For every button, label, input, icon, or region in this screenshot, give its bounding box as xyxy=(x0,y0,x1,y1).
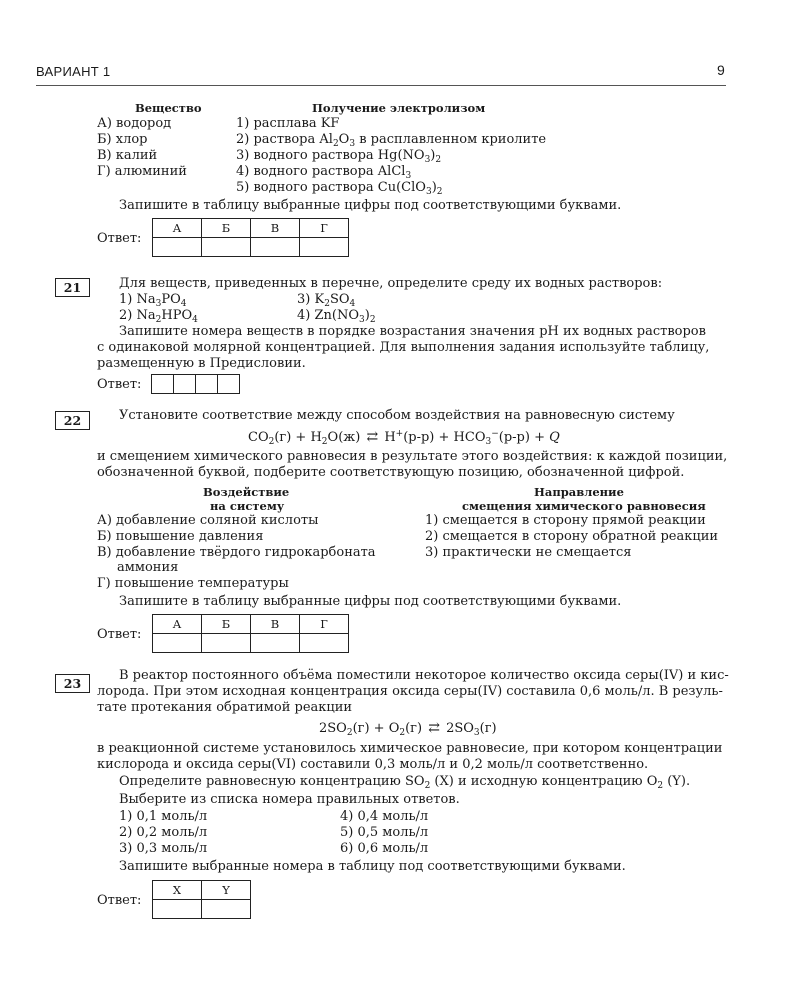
variant-title: ВАРИАНТ 1 xyxy=(36,64,111,79)
q23-equation: $2SO_2(г) + O_2(г)$ ⇄ $2SO_3(г)$ xyxy=(319,720,497,738)
q23-option-5: 5) 0,5 моль/л xyxy=(340,825,429,840)
q22-effect-a: А) добавление соляной кислоты xyxy=(97,513,319,528)
q20-answer-cell-v[interactable] xyxy=(251,238,300,257)
q20-col-substance-header: Вещество xyxy=(135,101,202,115)
q21-item-3: 3) $K_2SO_4$ xyxy=(297,292,356,309)
q22-answer-label: Ответ: xyxy=(97,627,142,642)
q20-col-v: В xyxy=(251,219,300,238)
q20-method-3: 3) водного раствора $Hg(NO_3)_2$ xyxy=(236,148,442,165)
q23-task: Определите равновесную концентрацию $SO_2$ (X) и исходную концентрацию $O_2$ (Y). xyxy=(119,774,691,791)
q22-answer-table xyxy=(152,614,349,653)
q22-effect-v-cont: аммония xyxy=(117,560,179,575)
q23-option-6: 6) 0,6 моль/л xyxy=(340,841,429,856)
q23-option-4: 4) 0,4 моль/л xyxy=(340,809,429,824)
q21-answer-cells xyxy=(151,374,240,394)
q23-col-y: Y xyxy=(202,881,251,900)
q21-instruction-line-3: размещенную в Предисловии. xyxy=(97,356,306,371)
q20-method-4: 4) водного раствора AlCl$_3$ xyxy=(236,164,412,181)
q22-col-g: Г xyxy=(300,615,349,634)
q20-substance-g: Г) алюминий xyxy=(97,164,187,179)
q20-substance-b: Б) хлор xyxy=(97,132,148,147)
question-number-22: 22 xyxy=(55,411,90,430)
q20-instruction: Запишите в таблицу выбранные цифры под соответствующими буквами. xyxy=(119,198,622,213)
q22-direction-2: 2) смещается в сторону обратной реакции xyxy=(425,529,719,544)
q20-method-1: 1) расплава KF xyxy=(236,116,340,131)
header-divider xyxy=(36,85,726,86)
q21-instruction-line-2: с одинаковой молярной концентрацией. Для выполнения задания используйте таблицу, xyxy=(97,340,710,355)
q21-item-2: 2) $Na_2HPO_4$ xyxy=(119,308,198,325)
q23-select-text: Выберите из списка номера правильных ответов. xyxy=(119,792,460,807)
q22-effect-g: Г) повышение температуры xyxy=(97,576,289,591)
q23-answer-label: Ответ: xyxy=(97,893,142,908)
q21-item-4: 4) $Zn(NO_3)_2$ xyxy=(297,308,376,325)
q23-p1-line-2: лорода. При этом исходная концентрация оксида серы(IV) составила 0,6 моль/л. В резуль- xyxy=(97,684,723,699)
q22-effect-v: В) добавление твёрдого гидрокарбоната xyxy=(97,545,376,560)
q22-text-line-2: обозначенной буквой, подберите соответствующую позицию, обозначенной цифрой. xyxy=(97,465,685,480)
q22-equation: $CO_2(г) + H_2O(ж)$ ⇄ $H^+(р-р) + HCO_3^-(р-р) + Q$ xyxy=(248,429,560,447)
q22-answer-cell-g[interactable] xyxy=(300,634,349,653)
q21-instruction-line-1: Запишите номера веществ в порядке возрастания значения pH их водных растворов xyxy=(119,324,706,339)
q22-col-direction-header-1: Направление xyxy=(534,485,624,499)
q21-item-1: 1) $Na_3PO_4$ xyxy=(119,292,187,309)
page-number: 9 xyxy=(717,62,725,78)
q21-intro: Для веществ, приведенных в перечне, определите среду их водных растворов: xyxy=(119,276,663,291)
q20-answer-label: Ответ: xyxy=(97,231,142,246)
q22-text-line-1: и смещением химического равновесия в результате этого воздействия: к каждой позиции, xyxy=(97,449,728,464)
equilibrium-arrow-icon: ⇄ xyxy=(366,429,379,445)
q20-answer-table xyxy=(152,218,349,257)
q22-direction-1: 1) смещается в сторону прямой реакции xyxy=(425,513,706,528)
q23-p2-line-2: кислорода и оксида серы(VI) составили 0,3 моль/л и 0,2 моль/л соответственно. xyxy=(97,757,649,772)
q21-answer-cell-2[interactable] xyxy=(174,375,196,394)
q20-answer-cell-b[interactable] xyxy=(202,238,251,257)
question-number-23: 23 xyxy=(55,674,90,693)
q20-col-g: Г xyxy=(300,219,349,238)
q23-p2-line-1: в реакционной системе установилось химическое равновесие, при котором концентрации xyxy=(97,741,723,756)
q20-col-method-header: Получение электролизом xyxy=(312,101,486,115)
q20-col-a: А xyxy=(153,219,202,238)
q23-answer-table xyxy=(152,880,251,919)
q23-option-1: 1) 0,1 моль/л xyxy=(119,809,208,824)
q22-col-effect-header-2: на систему xyxy=(210,499,285,513)
q20-substance-a: А) водород xyxy=(97,116,172,131)
q22-col-effect-header-1: Воздействие xyxy=(203,485,290,499)
q22-col-b: Б xyxy=(202,615,251,634)
q21-answer-cell-1[interactable] xyxy=(152,375,174,394)
q21-answer-cell-4[interactable] xyxy=(218,375,240,394)
q23-answer-cell-y[interactable] xyxy=(202,900,251,919)
q20-answer-cell-g[interactable] xyxy=(300,238,349,257)
q23-instruction: Запишите выбранные номера в таблицу под соответствующими буквами. xyxy=(119,859,626,874)
q22-col-direction-header-2: смещения химического равновесия xyxy=(462,499,706,513)
q20-substance-v: В) калий xyxy=(97,148,158,163)
q22-col-a: А xyxy=(153,615,202,634)
q22-intro: Установите соответствие между способом воздействия на равновесную систему xyxy=(119,408,675,423)
q20-method-5: 5) водного раствора $Cu(ClO_3)_2$ xyxy=(236,180,443,197)
q23-p1-line-3: тате протекания обратимой реакции xyxy=(97,700,353,715)
q22-answer-cell-v[interactable] xyxy=(251,634,300,653)
q23-p1-line-1: В реактор постоянного объёма поместили некоторое количество оксида серы(IV) и кис- xyxy=(119,668,729,683)
q22-answer-cell-b[interactable] xyxy=(202,634,251,653)
q21-answer-label: Ответ: xyxy=(97,377,142,392)
equilibrium-arrow-icon: ⇄ xyxy=(428,720,440,736)
q21-answer-cell-3[interactable] xyxy=(196,375,218,394)
q20-col-b: Б xyxy=(202,219,251,238)
q22-effect-b: Б) повышение давления xyxy=(97,529,264,544)
q22-answer-cell-a[interactable] xyxy=(153,634,202,653)
q23-option-2: 2) 0,2 моль/л xyxy=(119,825,208,840)
q22-direction-3: 3) практически не смещается xyxy=(425,545,632,560)
q20-method-2: 2) раствора $Al_2O_3$ в расплавленном криолите xyxy=(236,132,547,149)
q22-col-v: В xyxy=(251,615,300,634)
q23-col-x: X xyxy=(153,881,202,900)
q22-instruction: Запишите в таблицу выбранные цифры под соответствующими буквами. xyxy=(119,594,622,609)
question-number-21: 21 xyxy=(55,278,90,297)
q20-answer-cell-a[interactable] xyxy=(153,238,202,257)
q23-answer-cell-x[interactable] xyxy=(153,900,202,919)
q23-option-3: 3) 0,3 моль/л xyxy=(119,841,208,856)
